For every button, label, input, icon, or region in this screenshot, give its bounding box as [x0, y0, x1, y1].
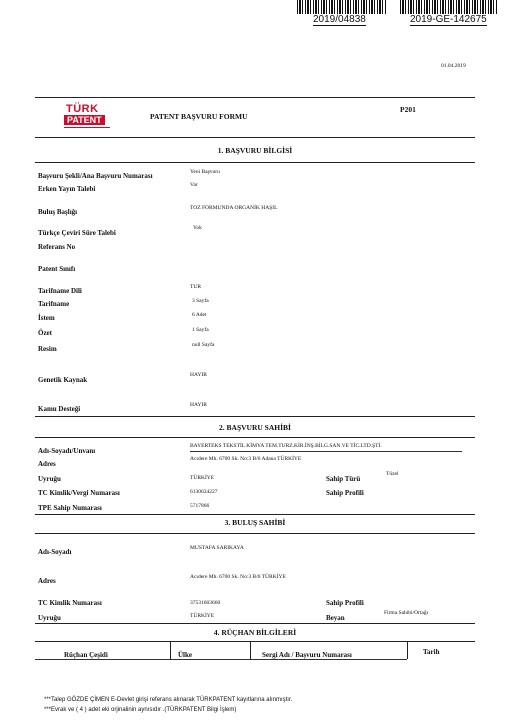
tarifname-dili-value: TUR — [190, 284, 201, 290]
applicant-name-label: Adı-Soyadı/Unvanı — [38, 447, 96, 455]
erken-yayin-label: Erken Yayın Talebi — [38, 185, 96, 193]
applicant-address-label: Adres — [38, 460, 56, 468]
ozet-label: Özet — [38, 329, 52, 337]
footer-note-1: ***Talep GÖZDE ÇİMEN E-Devlet girişi referans alınarak TÜRKPATENT kayıtlarına alınmıştır. — [44, 697, 293, 703]
footer-note-2: ***Evrak ve ( 4 ) adet eki orjinalinin aynısıdır .(TÜRKPATENT Bilgi İşlem) — [44, 707, 237, 713]
priority-col-divider-3 — [407, 641, 408, 659]
inventor-tc-label: TC Kimlik Numarası — [38, 599, 102, 607]
inventor-tc-value: 37531603660 — [190, 600, 221, 606]
barcode-right — [400, 0, 498, 14]
tpe-number-value: 5717866 — [190, 503, 210, 509]
applicant-tax-value: 6130634227 — [190, 489, 218, 495]
owner-type-label: Sahip Türü — [326, 475, 361, 483]
istem-label: İstem — [38, 314, 55, 322]
genetik-kaynak-label: Genetik Kaynak — [38, 376, 88, 384]
barcode-left — [297, 0, 387, 14]
tarifname-label: Tarifname — [38, 300, 70, 308]
basvuru-sekli-label: Başvuru Şekli/Ana Başvuru Numarası — [38, 172, 153, 180]
genetik-kaynak-value: HAYIR — [190, 372, 207, 378]
tpe-number-label: TPE Sahip Numarası — [38, 504, 102, 512]
section2-title: 2. BAŞVURU SAHİBİ — [219, 423, 291, 432]
section4-title: 4. RÜÇHAN BİLGİLERİ — [213, 628, 297, 637]
bulus-basligi-label: Buluş Başlığı — [38, 208, 78, 216]
inventor-nationality-label: Uyruğu — [38, 614, 61, 622]
tarifname-value: 3 Sayfa — [192, 298, 209, 304]
section4-bottom-rule — [35, 641, 475, 642]
turkce-ceviri-value: Yok — [193, 225, 202, 231]
basvuru-sekli-value: Yeni Başvuru — [190, 169, 220, 175]
logo-bottom-text: PATENT — [64, 115, 105, 125]
inventor-declaration-value: Firma Sahibi/Ortağı — [384, 610, 429, 616]
bulus-basligi-value: TOZ FORMUNDA ORGANİK HAŞIL — [190, 205, 278, 211]
owner-type-value: Tüzel — [386, 471, 399, 477]
ozet-value: 1 Sayfa — [192, 327, 209, 333]
owner-profile-label: Sahip Profili — [326, 489, 364, 497]
priority-country-header: Ülke — [178, 651, 192, 659]
section4-top-rule — [35, 623, 475, 624]
istem-value: 6 Adet — [192, 312, 207, 318]
applicant-name-value: BAYERTEKS TEKSTİL KİMYA TEM.TURZ.KİR.İNŞ.BİLG.SAN.VE TİC.LTD.ŞTİ. — [190, 443, 382, 449]
patent-sinifi-label: Patent Sınıfı — [38, 265, 76, 273]
barcode-right-number: 2019-GE-142675 — [410, 14, 487, 25]
inventor-name-label: Adı-Soyadı — [38, 548, 72, 556]
header-top-rule — [35, 97, 475, 98]
referans-no-label: Referans No — [38, 243, 76, 251]
erken-yayin-value: Var — [190, 182, 198, 188]
section2-top-rule — [35, 416, 475, 417]
applicant-tax-label: TC Kimlik/Vergi Numarası — [38, 489, 120, 497]
barcode-left-number: 2019/04838 — [313, 14, 366, 25]
inventor-declaration-label: Beyan — [326, 614, 345, 622]
priority-date-header: Tarih — [423, 648, 440, 656]
inventor-name-value: MUSTAFA SARIKAYA — [190, 545, 244, 551]
applicant-nationality-label: Uyruğu — [38, 475, 61, 483]
applicant-nationality-value: TÜRKİYE — [190, 475, 215, 481]
priority-header-rule — [35, 659, 407, 660]
tarifname-dili-label: Tarifname Dili — [38, 287, 82, 295]
applicant-name-underline — [190, 451, 462, 452]
kamu-destegi-label: Kamu Desteği — [38, 405, 81, 413]
applicant-address-value: Acıdere Mh. 6700 Sk. No:3 B/6 Adana TÜRKİYE — [190, 456, 302, 462]
section3-title: 3. BULUŞ SAHİBİ — [224, 518, 286, 527]
logo-top-text: TÜRK — [66, 103, 99, 115]
form-code: P201 — [400, 105, 416, 114]
inventor-address-label: Adres — [38, 577, 56, 585]
inventor-profile-label: Sahip Profili — [326, 599, 364, 607]
header-bottom-rule — [35, 137, 475, 138]
turkce-ceviri-label: Türkçe Çeviri Süre Talebi — [38, 229, 116, 237]
priority-type-header: Rüçhan Çeşidi — [64, 651, 108, 659]
priority-exhibition-header: Sergi Adı / Başvuru Numarası — [262, 651, 352, 659]
inventor-nationality-value: TÜRKİYE — [190, 613, 215, 619]
resim-label: Resim — [38, 345, 57, 353]
turkpatent-logo — [60, 103, 112, 129]
form-date: 01.04.2019 — [441, 63, 466, 69]
inventor-address-value: Acıdere Mh. 6700 Sk. No:3 B/6 TÜRKİYE — [190, 574, 286, 580]
section1-title: 1. BAŞVURU BİLGİSİ — [217, 146, 293, 155]
section3-top-rule — [35, 514, 475, 515]
section2-bottom-rule — [35, 437, 475, 438]
kamu-destegi-value: HAYIR — [190, 402, 207, 408]
resim-value: null Sayfa — [192, 342, 215, 348]
priority-col-divider-1 — [170, 641, 171, 659]
form-title: PATENT BAŞVURU FORMU — [150, 112, 248, 121]
section1-rule — [35, 162, 475, 163]
section3-bottom-rule — [35, 533, 475, 534]
logo-underline — [64, 127, 110, 128]
priority-col-divider-2 — [250, 641, 251, 659]
